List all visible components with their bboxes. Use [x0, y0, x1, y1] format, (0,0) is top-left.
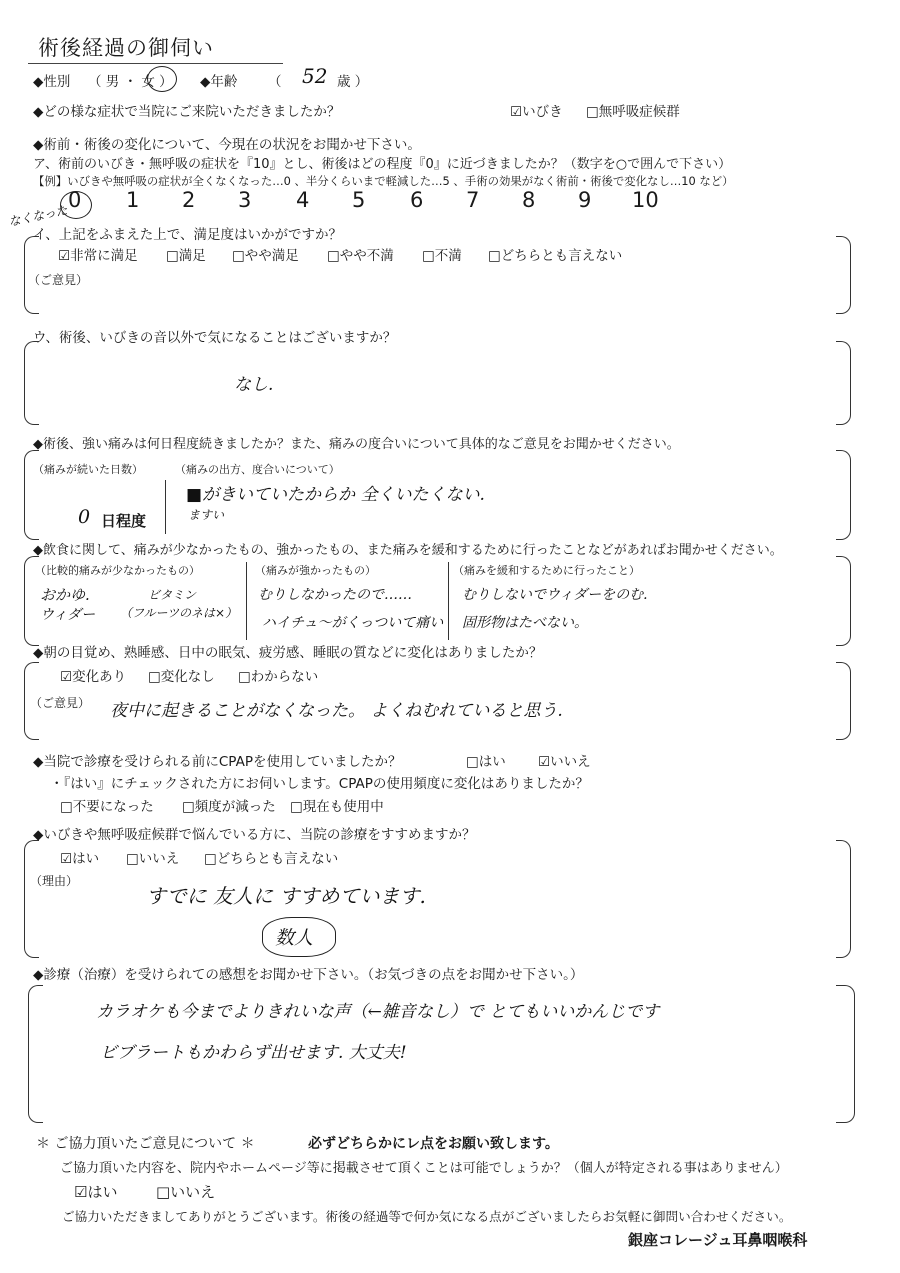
change-header: ◆術前・術後の変化について、今現在の状況をお聞かせ下さい。	[33, 137, 421, 153]
gender-circle-mark	[147, 66, 177, 92]
symptom-question: ◆どの様な症状で当院にご来院いただきましたか？	[33, 104, 341, 120]
scale-1[interactable]: 1	[126, 188, 140, 212]
recommend-reason-label: （理由）	[30, 874, 79, 888]
satisfaction-neither[interactable]: □どちらとも言えない	[488, 248, 623, 264]
sleep-unknown[interactable]: □わからない	[238, 669, 319, 685]
food-col1-line1: おかゆ.	[40, 586, 90, 604]
scale-3[interactable]: 3	[238, 188, 252, 212]
scale-4[interactable]: 4	[296, 188, 310, 212]
clinic-name: 銀座コレージュ耳鼻咽喉科	[628, 1231, 808, 1249]
satisfaction-bracket-right	[836, 236, 851, 314]
gender-label: ◆性別	[33, 74, 71, 90]
consent-question: ご協力頂いた内容を、院内やホームページ等に掲載させて頂くことは可能でしょうか？（個人が特定される事はありません）	[60, 1161, 788, 1176]
sleep-opinion-label: （ご意見）	[30, 696, 91, 710]
sleep-bracket-right	[836, 662, 851, 740]
cpap-question: ◆当院で診療を受けられる前にCPAPを使用していましたか？	[33, 754, 402, 770]
food-divider-1	[246, 562, 247, 640]
impression-bracket-left	[28, 985, 43, 1123]
consent-yes-checkbox[interactable]: ☑はい	[74, 1183, 118, 1201]
scale-6[interactable]: 6	[410, 188, 424, 212]
page-title: 術後経過の御伺い	[38, 36, 214, 60]
pain-detail-note: ますい	[188, 508, 225, 522]
satisfaction-satisfied[interactable]: □満足	[166, 248, 206, 264]
cpap-still-using[interactable]: □現在も使用中	[290, 799, 384, 815]
cpap-reduced[interactable]: □頻度が減った	[182, 799, 276, 815]
sleep-answer: 夜中に起きることがなくなった。 よくねむれていると思う.	[110, 701, 563, 721]
food-divider-2	[448, 562, 449, 640]
change-example: 【例】いびきや無呼吸の症状が全くなくなった…0 、半分くらいまで軽減した…5 、手術の効果がなく術前・術後で変化なし…10 など）	[33, 174, 734, 188]
scale-0[interactable]: 0	[68, 188, 82, 212]
satisfaction-question: イ、上記をふまえた上で、満足度はいかがですか？	[33, 227, 343, 243]
age-unit: 歳 ）	[337, 74, 369, 90]
change-question-a: ア、術前のいびき・無呼吸の症状を『10』とし、術後はどの程度『0』に近づきましたか？（数字を○で囲んで下さい）	[33, 157, 732, 172]
scale-7[interactable]: 7	[466, 188, 480, 212]
impression-line1: カラオケも今までよりきれいな声（←雑音なし）で とてもいいかんじです	[96, 1002, 660, 1022]
sleep-no-change[interactable]: □変化なし	[148, 669, 215, 685]
food-col1-label: （比較的痛みが少なかったもの）	[35, 564, 200, 577]
sleep-changed[interactable]: ☑変化あり	[60, 669, 127, 685]
food-bracket-right	[836, 556, 851, 646]
recommend-answer: すでに 友人に すすめています.	[146, 884, 426, 908]
satisfaction-opinion-label: （ご意見）	[28, 273, 89, 287]
pain-detail-label: （痛みの出方、度合いについて）	[175, 463, 340, 476]
recommend-bracket-right	[836, 840, 851, 958]
cpap-not-needed[interactable]: □不要になった	[60, 799, 154, 815]
pain-detail-text: ■がきいていたからか 全くいたくない.	[186, 485, 485, 505]
food-col3-line1: むりしないでウィダーをのむ.	[462, 587, 648, 603]
other-concern-question: ウ、術後、いびきの音以外で気になることはございますか？	[33, 330, 397, 346]
pain-days-label: （痛みが続いた日数）	[33, 463, 143, 476]
food-question: ◆飲食に関して、痛みが少なかったもの、強かったもの、また痛みを緩和するために行ったことなどがあればお聞かせください。	[33, 543, 783, 558]
age-open-paren: （	[268, 74, 282, 90]
other-concern-answer: なし.	[234, 375, 274, 395]
recommend-bracket-left	[24, 840, 39, 958]
scale-9[interactable]: 9	[578, 188, 592, 212]
recommend-yes[interactable]: ☑はい	[60, 851, 100, 867]
food-col2-line1: むりしなかったので……	[258, 587, 412, 603]
gender-options[interactable]: （ 男 ・ 女 ）	[88, 74, 173, 90]
cpap-no-checkbox[interactable]: ☑いいえ	[538, 754, 591, 770]
food-col1-note2: （フルーツのネは×）	[120, 606, 238, 620]
impression-line2: ビブラートもかわらず出せます. 大丈夫!	[100, 1043, 407, 1063]
sleep-question: ◆朝の目覚め、熟睡感、日中の眠気、疲労感、睡眠の質などに変化はありましたか？	[33, 645, 543, 661]
pain-days-value: 0	[78, 506, 91, 528]
other-concern-bracket-left	[24, 341, 39, 425]
age-label: ◆年齢	[200, 74, 238, 90]
impression-question: ◆診療（治療）を受けられての感想をお聞かせ下さい。（お気づきの点をお聞かせ下さい。）	[33, 967, 584, 983]
title-underline	[28, 63, 283, 64]
symptom-snoring-checkbox[interactable]: ☑いびき	[510, 104, 563, 120]
cpap-followup: ・『はい』にチェックされた方にお伺いします。CPAPの使用頻度に変化はありましたか？	[50, 776, 589, 792]
recommend-bubble-text: 数人	[275, 927, 314, 949]
recommend-no[interactable]: □いいえ	[126, 851, 180, 867]
pain-days-unit: 日程度	[101, 512, 147, 530]
satisfaction-somewhat-dissatisfied[interactable]: □やや不満	[327, 248, 394, 264]
recommend-question: ◆いびきや無呼吸症候群で悩んでいる方に、当院の診療をすすめますか？	[33, 827, 476, 843]
footer-thanks: ご協力いただきましてありがとうございます。術後の経過等で何か気になる点がございましたらお気軽に御問い合わせください。	[62, 1209, 792, 1224]
food-col2-label: （痛みが強かったもの）	[255, 564, 376, 577]
consent-heading-b: 必ずどちらかにレ点をお願い致します。	[308, 1136, 559, 1152]
food-col3-line2: 固形物はたべない。	[462, 615, 588, 631]
cpap-yes-checkbox[interactable]: □はい	[466, 754, 506, 770]
satisfaction-very-satisfied[interactable]: ☑非常に満足	[58, 248, 138, 264]
scale-side-note: なくなった	[7, 202, 69, 230]
recommend-neither[interactable]: □どちらとも言えない	[204, 851, 339, 867]
impression-bracket-right	[836, 985, 855, 1123]
consent-no-checkbox[interactable]: □いいえ	[156, 1183, 216, 1201]
scale-8[interactable]: 8	[522, 188, 536, 212]
satisfaction-somewhat-satisfied[interactable]: □やや満足	[232, 248, 299, 264]
scale-2[interactable]: 2	[182, 188, 196, 212]
consent-heading-a: ＊ ご協力頂いたご意見について ＊	[36, 1136, 255, 1152]
food-col2-line2: ハイチュ〜がくっついて痛い	[262, 615, 444, 631]
scale-10[interactable]: 10	[632, 188, 659, 212]
satisfaction-dissatisfied[interactable]: □不満	[422, 248, 462, 264]
pain-divider	[165, 480, 166, 534]
age-value[interactable]: 52	[302, 64, 328, 88]
pain-bracket-right	[836, 450, 851, 540]
other-concern-bracket-right	[836, 341, 851, 425]
symptom-apnea-checkbox[interactable]: □無呼吸症候群	[586, 104, 680, 120]
scale-5[interactable]: 5	[352, 188, 366, 212]
food-col1-note1: ビタミン	[148, 588, 197, 602]
food-col1-line2: ウィダー	[40, 607, 96, 623]
food-col3-label: （痛みを緩和するために行ったこと）	[453, 564, 640, 577]
pain-question: ◆術後、強い痛みは何日程度続きましたか？また、痛みの度合いについて具体的なご意見をお聞かせください。	[33, 437, 680, 452]
